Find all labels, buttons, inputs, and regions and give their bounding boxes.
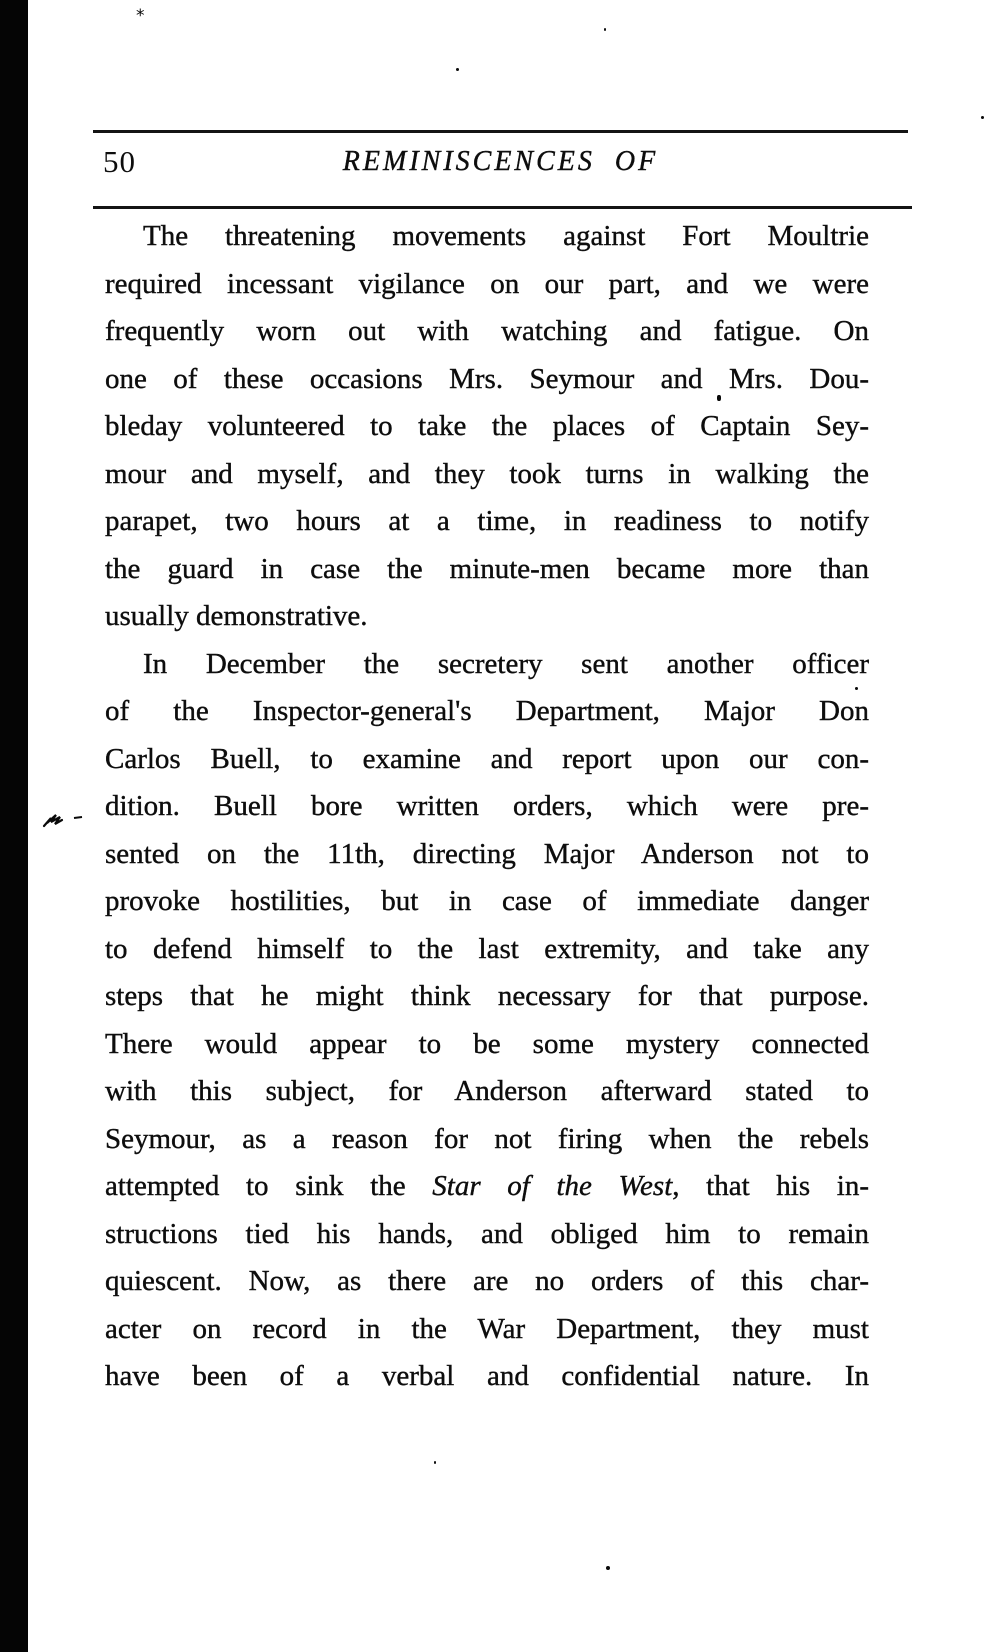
text-segment: sented on the 11th, directing Major Anderson not to <box>105 837 869 870</box>
text-line <box>105 308 869 356</box>
text-line <box>105 213 869 261</box>
text-segment: dition. Buell bore written orders, which were pre- <box>105 790 869 822</box>
italic-text-segment: Star of the West <box>432 1170 673 1202</box>
header-rule-top <box>93 130 908 133</box>
text-segment: one of these occasions Mrs. Seymour and Mrs. Dou- <box>105 362 869 395</box>
dust-speck <box>981 116 984 119</box>
header-rule-bottom <box>93 206 912 209</box>
text-segment: required incessant vigilance on our part, and we were <box>105 267 869 300</box>
text-line <box>105 261 869 309</box>
text-line <box>105 1068 869 1116</box>
dust-speck <box>456 68 459 71</box>
text-line <box>105 1163 869 1211</box>
text-segment: attempted to sink the <box>105 1170 433 1202</box>
text-line <box>105 688 869 736</box>
text-line <box>105 356 869 404</box>
text-line <box>105 831 869 879</box>
text-segment: Carlos Buell, to examine and report upon our con- <box>105 742 869 775</box>
text-segment: mour and myself, and they took turns in walking the <box>105 457 869 490</box>
text-segment: acter on record in the War Department, they must <box>105 1312 869 1345</box>
text-line <box>105 498 869 546</box>
text-segment: There would appear to be some mystery connected <box>105 1027 869 1060</box>
text-line <box>105 1306 869 1354</box>
text-line <box>105 546 869 594</box>
text-segment: quiescent. Now, as there are no orders of this char- <box>105 1265 869 1297</box>
text-line <box>105 736 869 784</box>
text-line <box>105 641 869 689</box>
pen-squiggle-mark <box>42 810 92 832</box>
asterisk-speck: * <box>136 6 145 26</box>
page-number: 50 <box>103 144 136 179</box>
text-line <box>105 1258 869 1306</box>
dust-speck <box>855 687 858 690</box>
text-segment: , that his in- <box>672 1170 869 1202</box>
running-title: REMINISCENCES OF <box>342 146 659 177</box>
text-segment: structions tied his hands, and obliged him to remain <box>105 1217 869 1250</box>
text-segment: to defend himself to the last extremity, and take any <box>105 932 869 965</box>
text-line <box>105 1353 869 1401</box>
body-text <box>105 213 869 1401</box>
text-segment: usually demonstrative. <box>105 600 368 632</box>
text-segment: steps that he might think necessary for that purpose. <box>105 980 869 1012</box>
dust-speck <box>606 1566 610 1570</box>
scan-gutter-bar <box>0 0 28 1652</box>
text-line <box>105 973 869 1021</box>
text-line <box>105 403 869 451</box>
text-segment: the guard in case the minute-men became more than <box>105 552 869 585</box>
text-line <box>105 1116 869 1164</box>
text-segment: bleday volunteered to take the places of Captain Sey- <box>105 410 869 442</box>
text-segment: have been of a verbal and confidential nature. In <box>105 1360 869 1392</box>
text-segment: parapet, two hours at a time, in readiness to notify <box>105 505 869 537</box>
text-segment: In December the secretery sent another officer <box>143 647 869 680</box>
dust-speck <box>604 28 606 31</box>
text-segment: Seymour, as a reason for not firing when the rebels <box>105 1122 869 1155</box>
text-line <box>105 783 869 831</box>
text-segment: with this subject, for Anderson afterward stated to <box>105 1075 869 1107</box>
text-segment: The threatening movements against Fort Moultrie <box>143 220 869 252</box>
text-line <box>105 926 869 974</box>
text-segment: of the Inspector-general's Department, Major Don <box>105 695 869 727</box>
text-line <box>105 1021 869 1069</box>
text-line <box>105 593 869 641</box>
text-line <box>105 878 869 926</box>
dust-speck <box>434 1461 436 1464</box>
ink-speck <box>717 395 721 401</box>
text-line <box>105 1211 869 1259</box>
text-segment: provoke hostilities, but in case of immediate danger <box>105 885 869 917</box>
text-segment: frequently worn out with watching and fatigue. On <box>105 315 869 347</box>
text-line <box>105 451 869 499</box>
